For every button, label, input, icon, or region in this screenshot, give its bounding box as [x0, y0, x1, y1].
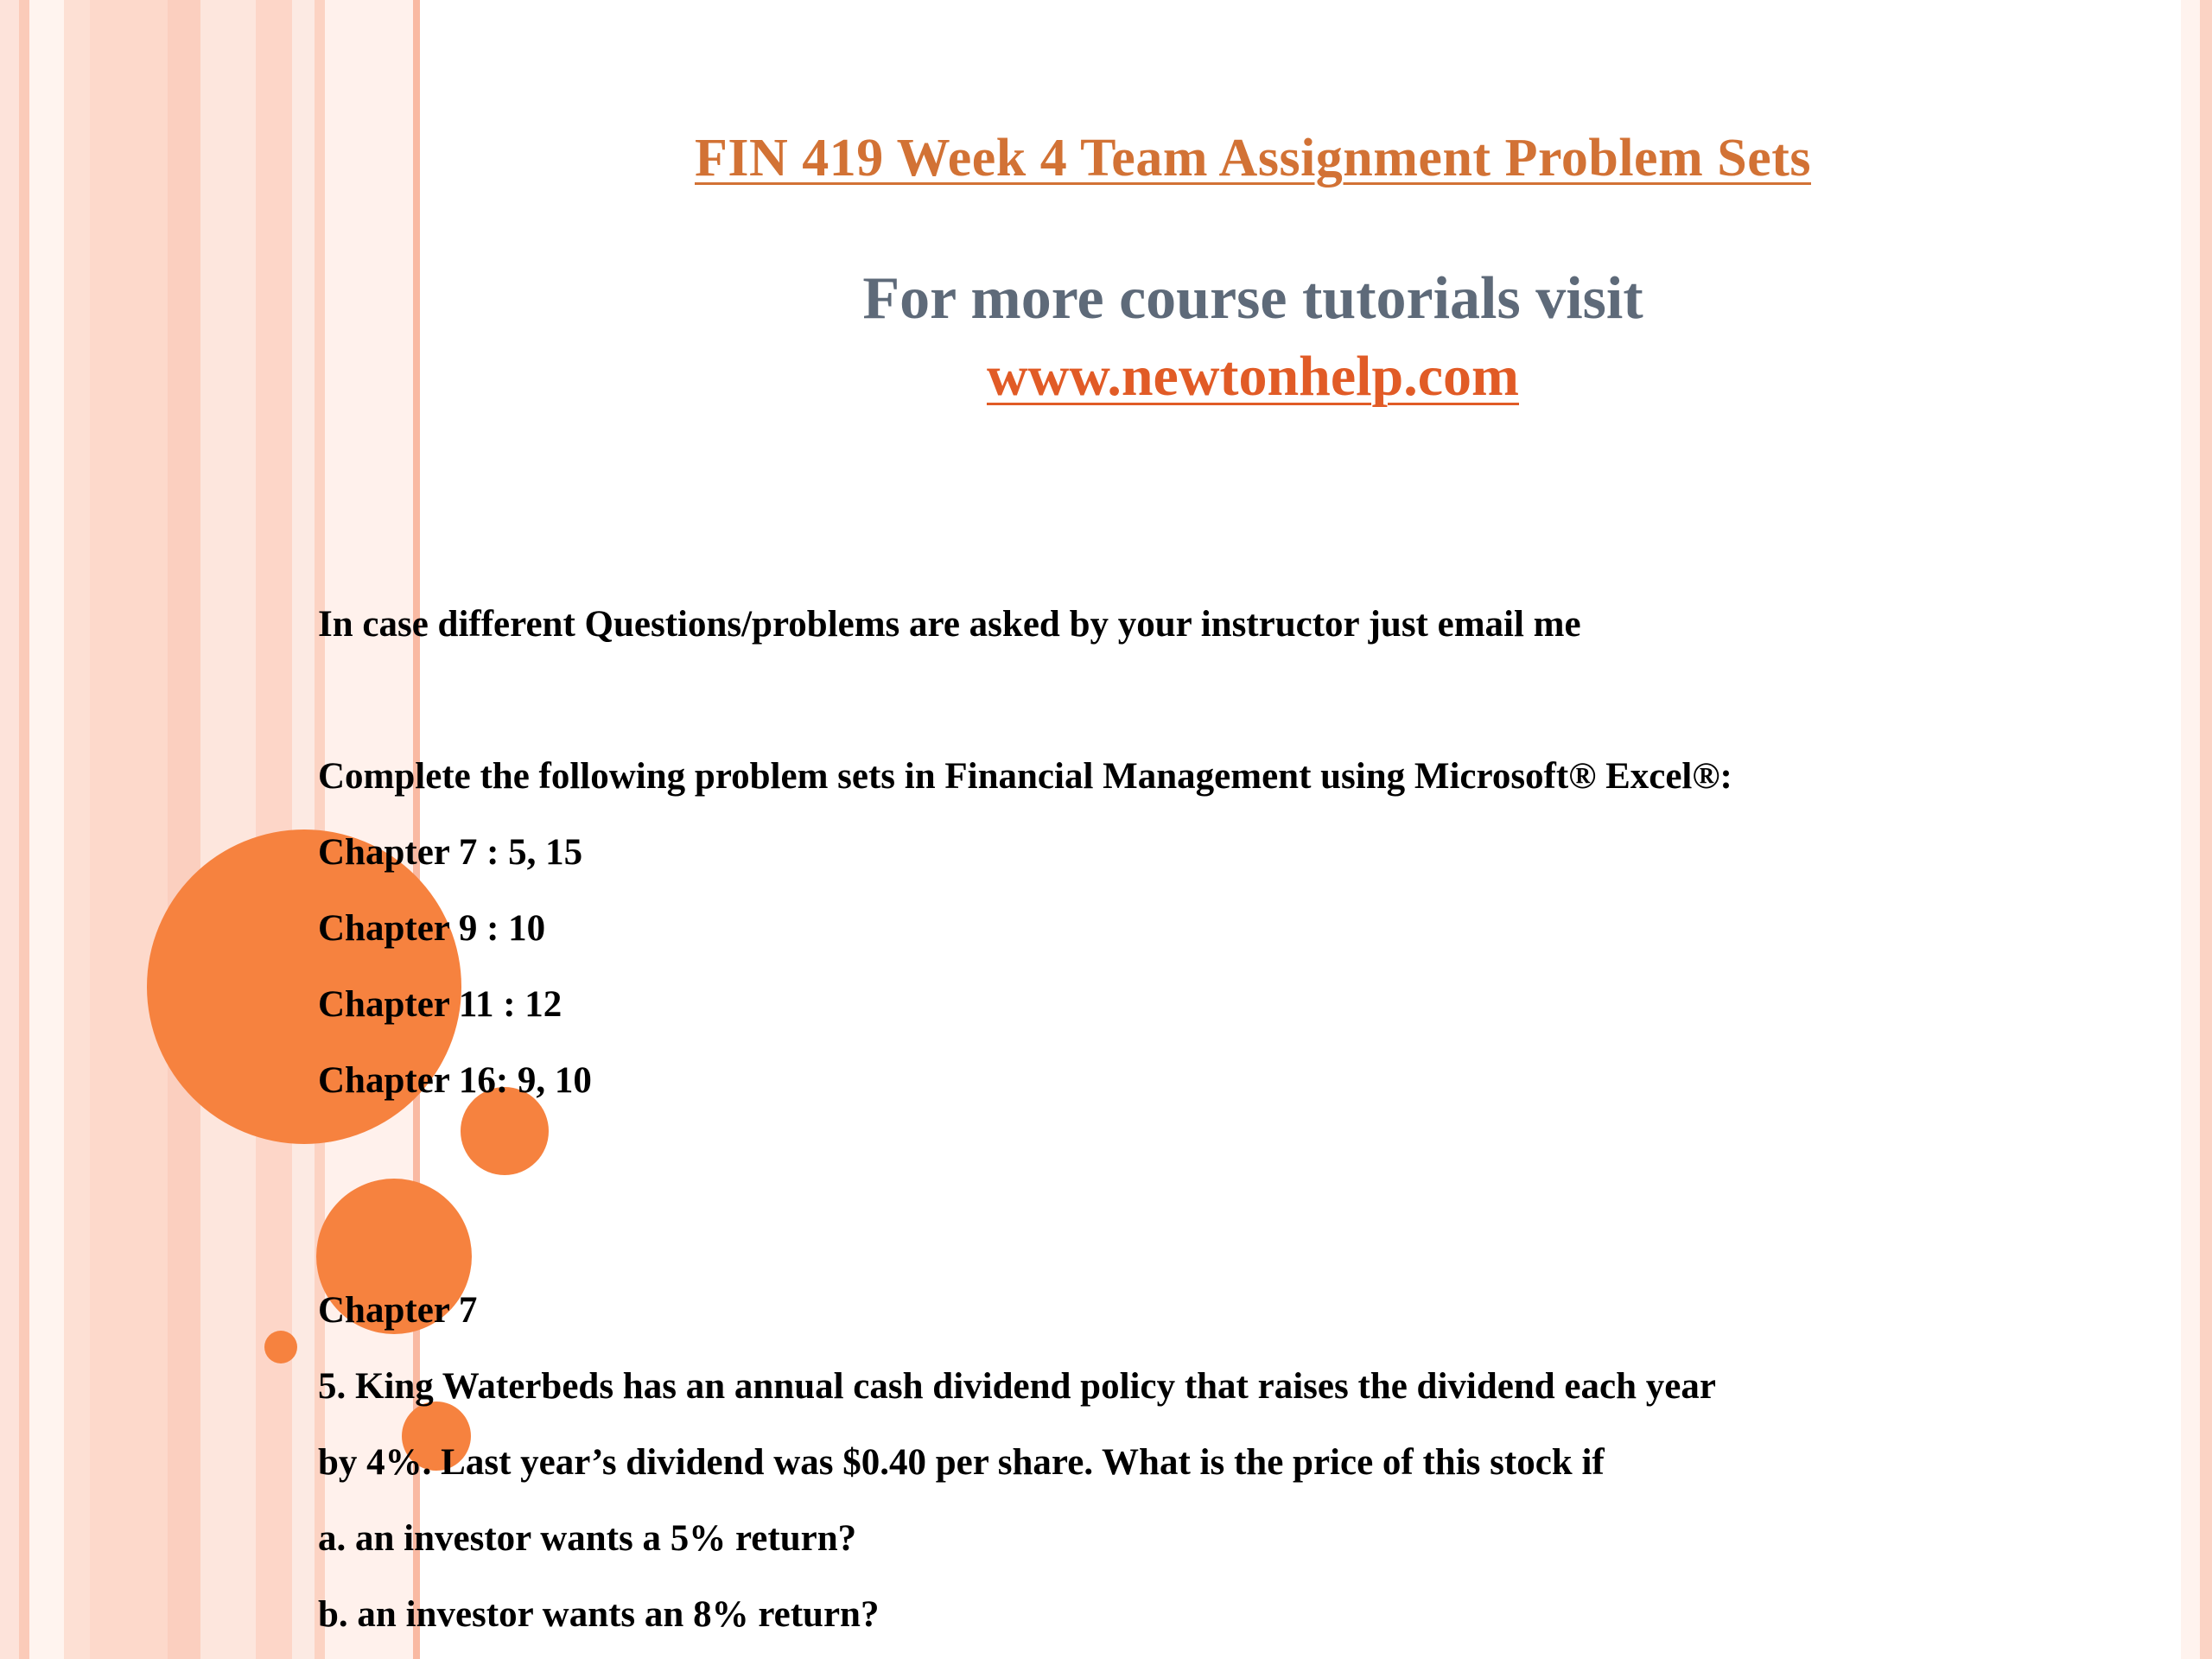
decorative-stripe [64, 0, 90, 1659]
problem-line: a. an investor wants a 5% return? [318, 1518, 857, 1559]
chapter-list-item: Chapter 16: 9, 10 [318, 1060, 592, 1101]
decorative-stripe-right [2181, 0, 2200, 1659]
page-title: FIN 419 Week 4 Team Assignment Problem Sets [695, 129, 1811, 188]
instructions-text: Complete the following problem sets in Financial Management using Microsoft® Excel®: [318, 756, 1732, 797]
chapter-list-item: Chapter 9 : 10 [318, 908, 546, 949]
decorative-stripe-right [2200, 0, 2212, 1659]
chapter-list-item: Chapter 11 : 12 [318, 984, 563, 1025]
section-heading: Chapter 7 [318, 1290, 478, 1331]
decorative-circle-tiny [264, 1331, 297, 1363]
problem-line: b. an investor wants an 8% return? [318, 1594, 880, 1635]
chapter-list-item: Chapter 7 : 5, 15 [318, 832, 583, 873]
problem-line: by 4%. Last year’s dividend was $0.40 per share. What is the price of this stock if [318, 1442, 1605, 1483]
subtitle: For more course tutorials visit [862, 265, 1643, 332]
decorative-stripe [256, 0, 292, 1659]
decorative-stripe [19, 0, 29, 1659]
decorative-stripe [325, 0, 413, 1659]
decorative-stripe [0, 0, 19, 1659]
problem-line: 5. King Waterbeds has an annual cash dividend policy that raises the dividend each year [318, 1366, 1716, 1407]
decorative-stripe [200, 0, 256, 1659]
website-link[interactable]: www.newtonhelp.com [986, 345, 1519, 408]
decorative-stripe [168, 0, 200, 1659]
decorative-stripe [29, 0, 64, 1659]
decorative-stripe [90, 0, 168, 1659]
notice-text: In case different Questions/problems are asked by your instructor just email me [318, 604, 1581, 645]
